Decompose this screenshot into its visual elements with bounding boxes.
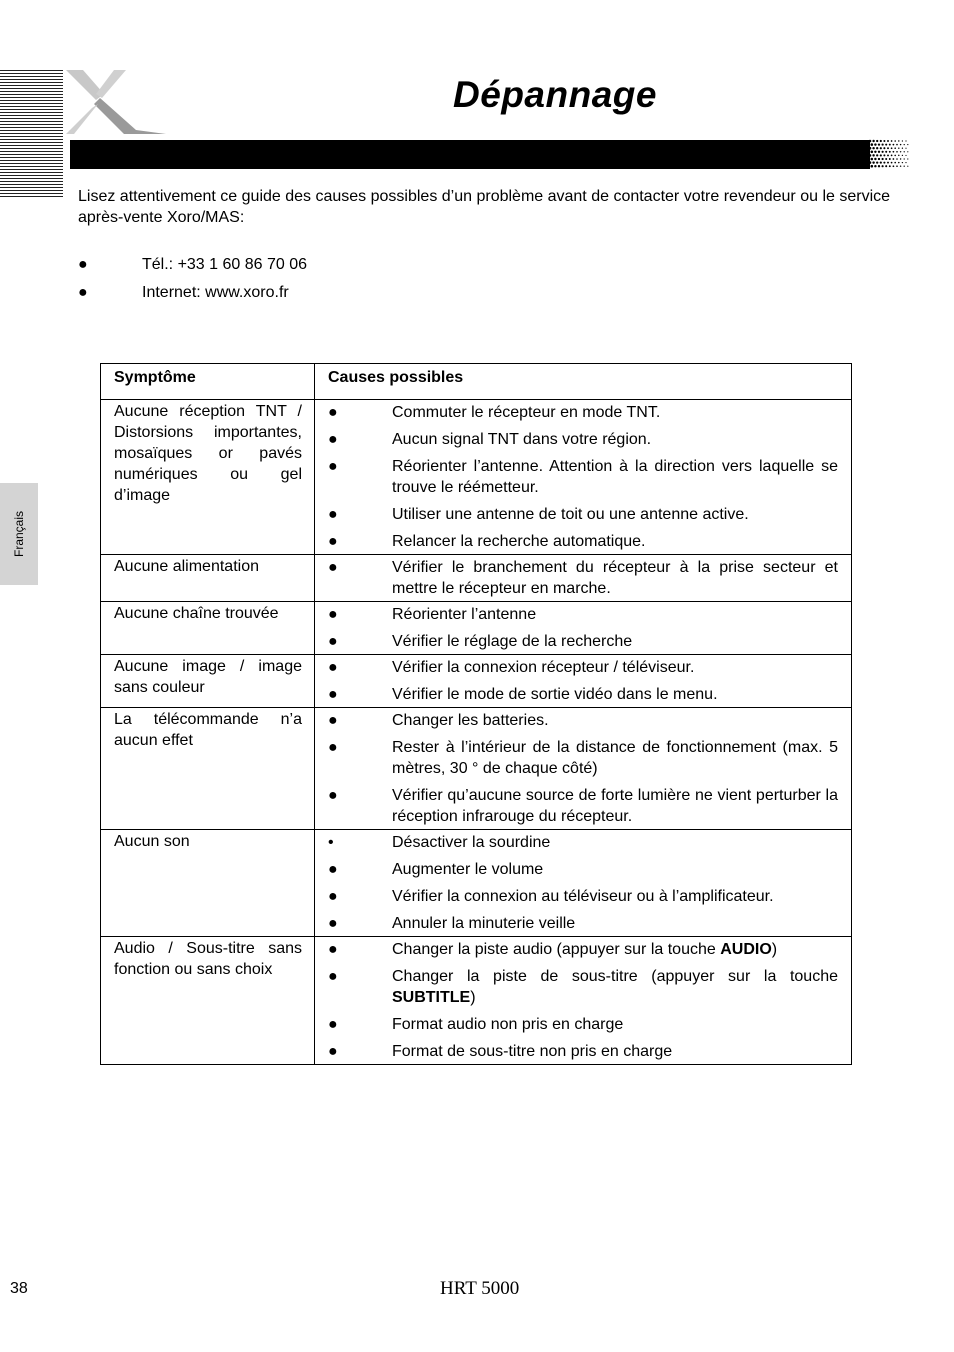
cause-item	[328, 1014, 838, 1041]
contact-text: Internet: www.xoro.fr	[142, 284, 289, 301]
halftone-dot	[876, 147, 878, 149]
troubleshooting-table	[100, 363, 852, 1065]
halftone-dot	[898, 140, 899, 141]
cause-item	[328, 604, 838, 631]
bullet-icon: ●	[328, 1043, 338, 1060]
halftone-dot	[869, 154, 872, 157]
cause-text: Rester à l’intérieur de la distance de fonctionnement (max. 5 mètres, 30 ° de chaque côté)	[392, 739, 838, 777]
halftone-dot	[891, 147, 893, 149]
title-bar	[70, 140, 870, 169]
cause-item	[328, 966, 838, 1014]
table-row	[101, 602, 852, 655]
causes-cell	[315, 708, 852, 830]
bullet-icon: ●	[328, 559, 338, 576]
bullet-icon: ●	[328, 404, 338, 421]
halftone-dot	[904, 144, 905, 145]
cause-text: Désactiver la sourdine	[392, 834, 551, 851]
halftone-dot	[872, 147, 874, 149]
halftone-dot	[871, 151, 874, 154]
bullet-icon: ●	[328, 458, 338, 475]
halftone-dot	[905, 155, 906, 156]
halftone-dot	[883, 140, 885, 142]
cause-item	[328, 684, 838, 705]
halftone-dot	[880, 154, 882, 156]
causes-cell	[315, 602, 852, 655]
halftone-dot	[878, 143, 880, 145]
halftone-dot	[878, 151, 880, 153]
bullet-icon: ●	[328, 686, 338, 703]
halftone-dot	[872, 154, 874, 156]
table-header-row	[101, 364, 852, 400]
symptom-cell: Aucun son	[101, 830, 315, 937]
table-row	[101, 655, 852, 708]
bullet-icon: ●	[328, 861, 338, 878]
halftone-dot	[896, 151, 898, 153]
intro-paragraph: Lisez attentivement ce guide des causes possibles d’un problème avant de contacter votre revendeur ou le service après-vente Xoro/MAS:	[78, 188, 891, 226]
halftone-dot	[871, 165, 874, 168]
halftone-dot	[882, 144, 884, 146]
cause-text: Format audio non pris en charge	[392, 1016, 624, 1033]
cause-item	[328, 939, 838, 966]
halftone-dot	[872, 140, 874, 142]
cause-item	[328, 737, 838, 785]
cause-text: Utiliser une antenne de toit ou une antenne active.	[392, 506, 749, 523]
halftone-dot	[905, 148, 906, 149]
cause-item	[328, 1041, 838, 1062]
symptom-cell: Aucune chaîne trouvée	[101, 602, 315, 655]
halftone-dot	[885, 165, 887, 167]
halftone-dot	[882, 165, 884, 167]
cause-item	[328, 456, 838, 504]
halftone-dot	[871, 158, 874, 161]
halftone-dot	[905, 162, 906, 163]
halftone-dot	[880, 140, 882, 142]
halftone-dot	[907, 166, 908, 167]
table-row	[101, 555, 852, 602]
cause-item	[328, 504, 838, 531]
cause-text: Réorienter l’antenne. Attention à la direction vers laquelle se trouve le réémetteur.	[392, 458, 838, 496]
halftone-dot	[904, 158, 905, 159]
halftone-dot	[907, 151, 908, 152]
halftone-dot	[900, 158, 901, 159]
halftone-dot	[904, 151, 905, 152]
decorative-stripes	[0, 70, 63, 198]
bullet-icon: ●	[328, 606, 338, 623]
halftone-dot	[891, 140, 893, 142]
bullet-icon: ●	[328, 712, 338, 729]
halftone-dot	[887, 162, 889, 164]
bullet-icon: ●	[328, 941, 338, 958]
cause-item	[328, 832, 838, 859]
cause-text: Commuter le récepteur en mode TNT.	[392, 404, 661, 421]
bullet-icon: ●	[328, 739, 338, 756]
page-number: 38	[10, 1280, 28, 1297]
halftone-dot	[876, 140, 878, 142]
bullet-icon: ●	[328, 915, 338, 932]
table-row	[101, 708, 852, 830]
halftone-dot	[882, 158, 884, 160]
bullet-icon: ●	[328, 1016, 338, 1033]
halftone-dot	[874, 158, 876, 160]
halftone-dot	[896, 144, 898, 146]
halftone-dot	[871, 143, 874, 146]
cause-text: Vérifier la connexion au téléviseur ou à l’amplificateur.	[392, 888, 774, 905]
cause-item	[328, 657, 838, 684]
halftone-dot	[887, 154, 889, 156]
halftone-dot	[902, 148, 903, 149]
footer-model: HRT 5000	[440, 1278, 520, 1299]
cause-text-end: )	[771, 941, 778, 958]
contact-text: Tél.: +33 1 60 86 70 06	[142, 256, 308, 273]
cause-item	[328, 886, 838, 913]
halftone-dot	[874, 143, 876, 145]
cause-text: Annuler la minuterie veille	[392, 915, 576, 932]
cause-text-end: )	[470, 989, 476, 1006]
halftone-dot	[885, 151, 887, 153]
cause-text: Vérifier le branchement du récepteur à la prise secteur et mettre le récepteur en marche.	[392, 559, 838, 597]
bullet-icon: ●	[78, 256, 88, 273]
symptom-cell: Aucune image / image sans couleur	[101, 655, 315, 708]
cause-text: Vérifier le mode de sortie vidéo dans le menu.	[392, 686, 718, 703]
cause-text: Réorienter l’antenne	[392, 606, 537, 623]
halftone-dot	[880, 147, 882, 149]
cause-text: Augmenter le volume	[392, 861, 544, 878]
page-title: Dépannage	[453, 74, 657, 115]
halftone-dot	[869, 147, 872, 150]
halftone-dot	[872, 161, 874, 163]
halftone-dot	[907, 144, 908, 145]
halftone-dot	[880, 162, 882, 164]
cause-item	[328, 402, 838, 429]
halftone-dot	[885, 144, 887, 146]
halftone-dot	[878, 165, 880, 167]
bullet-icon: •	[328, 834, 334, 851]
cause-text: Aucun signal TNT dans votre région.	[392, 431, 652, 448]
cause-item	[328, 531, 838, 552]
halftone-dot	[896, 165, 898, 167]
halftone-dot	[883, 154, 885, 156]
header-causes: Causes possibles	[315, 364, 852, 400]
halftone-dots	[866, 138, 910, 170]
halftone-dot	[889, 144, 891, 146]
cause-item	[328, 429, 838, 456]
halftone-dot	[889, 158, 891, 160]
key-name: SUBTITLE	[392, 989, 471, 1006]
halftone-dot	[898, 155, 899, 156]
bullet-icon: ●	[328, 968, 338, 985]
halftone-dot	[894, 140, 896, 142]
causes-cell	[315, 400, 852, 555]
halftone-dot	[876, 161, 878, 163]
cause-text: Changer la piste de sous-titre (appuyer sur la touche	[392, 968, 838, 985]
halftone-dot	[898, 147, 899, 148]
halftone-dot	[898, 162, 899, 163]
bullet-icon: ●	[328, 888, 338, 905]
bullet-icon: ●	[328, 659, 338, 676]
halftone-dot	[887, 147, 889, 149]
cause-item	[328, 710, 838, 737]
halftone-dot	[902, 155, 903, 156]
cause-text: Changer la piste audio (appuyer sur la touche	[392, 941, 721, 958]
header-symptom: Symptôme	[101, 364, 315, 400]
halftone-dot	[893, 144, 895, 146]
causes-cell	[315, 937, 852, 1065]
key-name: AUDIO	[720, 941, 772, 958]
xoro-x-logo-icon	[66, 68, 168, 136]
language-tab-label: Français	[12, 510, 26, 558]
causes-cell	[315, 555, 852, 602]
halftone-dot	[900, 144, 901, 145]
halftone-dot	[878, 158, 880, 160]
halftone-dot	[876, 154, 878, 156]
cause-item	[328, 785, 838, 827]
halftone-dot	[902, 140, 903, 141]
cause-text: Relancer la recherche automatique.	[392, 533, 646, 550]
halftone-dot	[904, 166, 905, 167]
symptom-cell: Audio / Sous-titre sans fonction ou sans choix	[101, 937, 315, 1065]
symptom-cell: Aucune réception TNT / Distorsions importantes, mosaïques or pavés numériques ou gel d’image	[101, 400, 315, 555]
halftone-dot	[883, 147, 885, 149]
halftone-dot	[887, 140, 889, 142]
bullet-icon: ●	[328, 533, 338, 550]
halftone-dot	[894, 147, 896, 149]
table-row	[101, 830, 852, 937]
bullet-icon: ●	[328, 431, 338, 448]
causes-cell	[315, 830, 852, 937]
halftone-dot	[896, 158, 898, 160]
halftone-dot	[869, 140, 872, 143]
halftone-dot	[900, 151, 901, 152]
halftone-dot	[905, 140, 906, 141]
halftone-dot	[907, 158, 908, 159]
cause-item	[328, 631, 838, 652]
halftone-dot	[885, 158, 887, 160]
cause-item	[328, 913, 838, 934]
symptom-cell: Aucune alimentation	[101, 555, 315, 602]
symptom-cell: La télécommande n’a aucun effet	[101, 708, 315, 830]
table-row	[101, 400, 852, 555]
cause-text: Vérifier la connexion récepteur / téléviseur.	[392, 659, 695, 676]
halftone-dot	[882, 151, 884, 153]
bullet-icon: ●	[78, 284, 88, 301]
halftone-dot	[893, 151, 895, 153]
halftone-dot	[893, 165, 895, 167]
halftone-dot	[874, 165, 876, 167]
halftone-dot	[894, 162, 896, 164]
cause-text: Changer les batteries.	[392, 712, 549, 729]
table-row	[101, 937, 852, 1065]
causes-cell	[315, 655, 852, 708]
cause-text: Vérifier le réglage de la recherche	[392, 633, 633, 650]
halftone-dot	[889, 165, 891, 167]
cause-item	[328, 859, 838, 886]
cause-text: Format de sous-titre non pris en charge	[392, 1043, 673, 1060]
halftone-dot	[900, 165, 901, 166]
halftone-dot	[891, 162, 893, 164]
language-tab	[0, 483, 38, 585]
bullet-icon: ●	[328, 787, 338, 804]
halftone-dot	[891, 155, 893, 157]
halftone-dot	[874, 151, 876, 153]
halftone-dot	[869, 161, 872, 164]
cause-text: Vérifier qu’aucune source de forte lumière ne vient perturber la réception infrarouge du récepteur.	[392, 787, 838, 825]
halftone-dot	[902, 162, 903, 163]
halftone-dot	[893, 158, 895, 160]
bullet-icon: ●	[328, 506, 338, 523]
halftone-dot	[889, 151, 891, 153]
cause-item	[328, 557, 838, 599]
halftone-dot	[883, 162, 885, 164]
bullet-icon: ●	[328, 633, 338, 650]
halftone-dot	[894, 155, 896, 157]
